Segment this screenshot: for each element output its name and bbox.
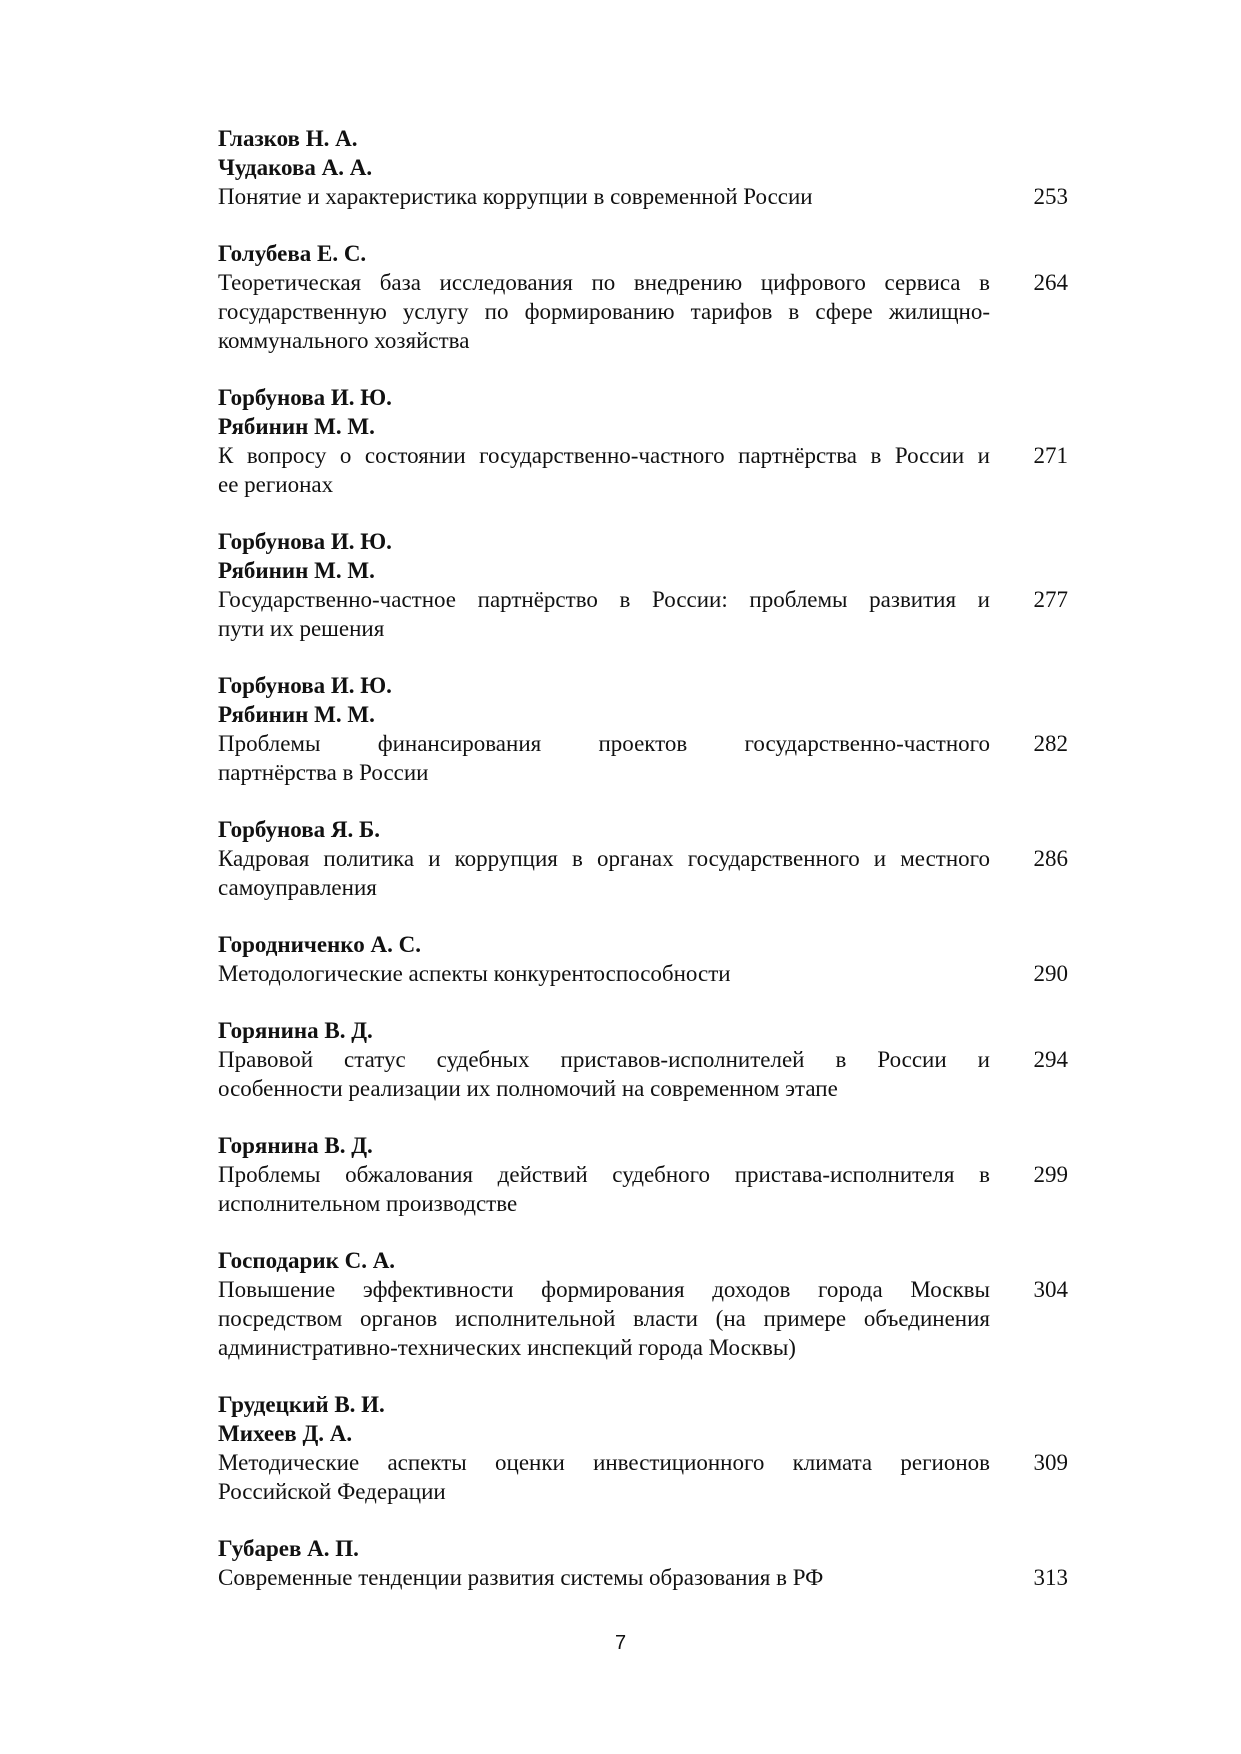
toc-author: Господарик С. А. — [218, 1248, 396, 1273]
toc-page-number: 271 — [1033, 443, 1068, 468]
toc-title-line: Понятие и характеристика коррупции в современной России — [218, 184, 813, 209]
toc-title-row — [218, 1275, 1068, 1362]
toc-page-number: 304 — [1033, 1277, 1068, 1302]
toc-title — [218, 1448, 990, 1506]
toc-title-line: государственную услугу по формированию тарифов в сфере жилищно- — [218, 299, 990, 324]
toc-author: Михеев Д. А. — [218, 1421, 353, 1446]
toc-title-row — [218, 1563, 1068, 1592]
toc-title-line: Проблемы обжалования действий судебного пристава-исполнителя в — [218, 1162, 990, 1187]
toc-title — [218, 1275, 990, 1362]
toc-title — [218, 268, 990, 355]
toc-page-number: 253 — [1033, 184, 1068, 209]
toc-title-line: посредством органов исполнительной власти (на примере объединения — [218, 1306, 990, 1331]
toc-entry — [218, 1246, 1068, 1362]
toc-author: Горбунова И. Ю. — [218, 385, 392, 410]
toc-entry — [218, 527, 1068, 643]
toc-title-line: Государственно-частное партнёрство в России: проблемы развития и — [218, 587, 990, 612]
toc-entry — [218, 239, 1068, 355]
toc-title-line: пути их решения — [218, 616, 385, 641]
toc-title — [218, 959, 990, 988]
toc-title-row — [218, 1160, 1068, 1218]
toc-entry — [218, 1016, 1068, 1103]
toc-author: Чудакова А. А. — [218, 155, 373, 180]
toc-title — [218, 585, 990, 643]
toc-title-line: Повышение эффективности формирования доходов города Москвы — [218, 1277, 990, 1302]
toc-title — [218, 182, 990, 211]
page-number: 7 — [614, 1632, 627, 1654]
toc-title-line: Правовой статус судебных приставов-исполнителей в России и — [218, 1047, 990, 1072]
toc-title-line: Кадровая политика и коррупция в органах государственного и местного — [218, 846, 990, 871]
toc-title-row — [218, 441, 1068, 499]
toc-entry — [218, 815, 1068, 902]
toc-title-line: Российской Федерации — [218, 1479, 446, 1504]
toc-entry — [218, 1390, 1068, 1506]
toc-page-number: 264 — [1033, 270, 1068, 295]
toc-title-row — [218, 585, 1068, 643]
toc-author: Грудецкий В. И. — [218, 1392, 385, 1417]
toc-title — [218, 1563, 990, 1592]
toc-page-number: 299 — [1033, 1162, 1068, 1187]
toc-title-line: Проблемы финансирования проектов государственно-частного — [218, 731, 990, 756]
table-of-contents — [218, 124, 1068, 1620]
toc-author: Рябинин М. М. — [218, 414, 375, 439]
toc-author: Глазков Н. А. — [218, 126, 358, 151]
toc-title-line: самоуправления — [218, 875, 377, 900]
toc-title — [218, 1045, 990, 1103]
toc-title — [218, 1160, 990, 1218]
toc-title-row — [218, 844, 1068, 902]
toc-entry — [218, 671, 1068, 787]
toc-author: Рябинин М. М. — [218, 702, 375, 727]
toc-entry — [218, 1534, 1068, 1592]
toc-page-number: 313 — [1033, 1565, 1068, 1590]
toc-entry — [218, 930, 1068, 988]
toc-title — [218, 729, 990, 787]
toc-title-line: коммунального хозяйства — [218, 328, 470, 353]
toc-author: Горбунова И. Ю. — [218, 529, 392, 554]
toc-title-line: К вопросу о состоянии государственно-частного партнёрства в России и — [218, 443, 990, 468]
toc-author: Горянина В. Д. — [218, 1133, 373, 1158]
toc-title-row — [218, 729, 1068, 787]
toc-title-line: Современные тенденции развития системы образования в РФ — [218, 1565, 824, 1590]
toc-author: Горянина В. Д. — [218, 1018, 373, 1043]
toc-title-line: партнёрства в России — [218, 760, 429, 785]
toc-entry — [218, 1131, 1068, 1218]
toc-author: Горбунова И. Ю. — [218, 673, 392, 698]
toc-page-number: 282 — [1033, 731, 1068, 756]
toc-title-line: Методологические аспекты конкурентоспособности — [218, 961, 731, 986]
toc-author: Губарев А. П. — [218, 1536, 359, 1561]
toc-entry — [218, 383, 1068, 499]
toc-author: Городниченко А. С. — [218, 932, 421, 957]
toc-title-line: Теоретическая база исследования по внедрению цифрового сервиса в — [218, 270, 990, 295]
toc-title-line: исполнительном производстве — [218, 1191, 518, 1216]
toc-title — [218, 441, 990, 499]
toc-title-line: ее регионах — [218, 472, 334, 497]
toc-title-row — [218, 1045, 1068, 1103]
toc-page-number: 277 — [1033, 587, 1068, 612]
toc-title-line: Методические аспекты оценки инвестиционного климата регионов — [218, 1450, 990, 1475]
toc-author: Рябинин М. М. — [218, 558, 375, 583]
toc-author: Горбунова Я. Б. — [218, 817, 380, 842]
toc-title-row — [218, 182, 1068, 211]
toc-title-row — [218, 1448, 1068, 1506]
toc-entry — [218, 124, 1068, 211]
toc-title-line: административно-технических инспекций города Москвы) — [218, 1335, 796, 1360]
toc-author: Голубева Е. С. — [218, 241, 367, 266]
toc-page-number: 290 — [1033, 961, 1068, 986]
toc-title-row — [218, 959, 1068, 988]
toc-page-number: 286 — [1033, 846, 1068, 871]
toc-page-number: 294 — [1033, 1047, 1068, 1072]
toc-page-number: 309 — [1033, 1450, 1068, 1475]
toc-title — [218, 844, 990, 902]
toc-title-row — [218, 268, 1068, 355]
toc-title-line: особенности реализации их полномочий на современном этапе — [218, 1076, 838, 1101]
